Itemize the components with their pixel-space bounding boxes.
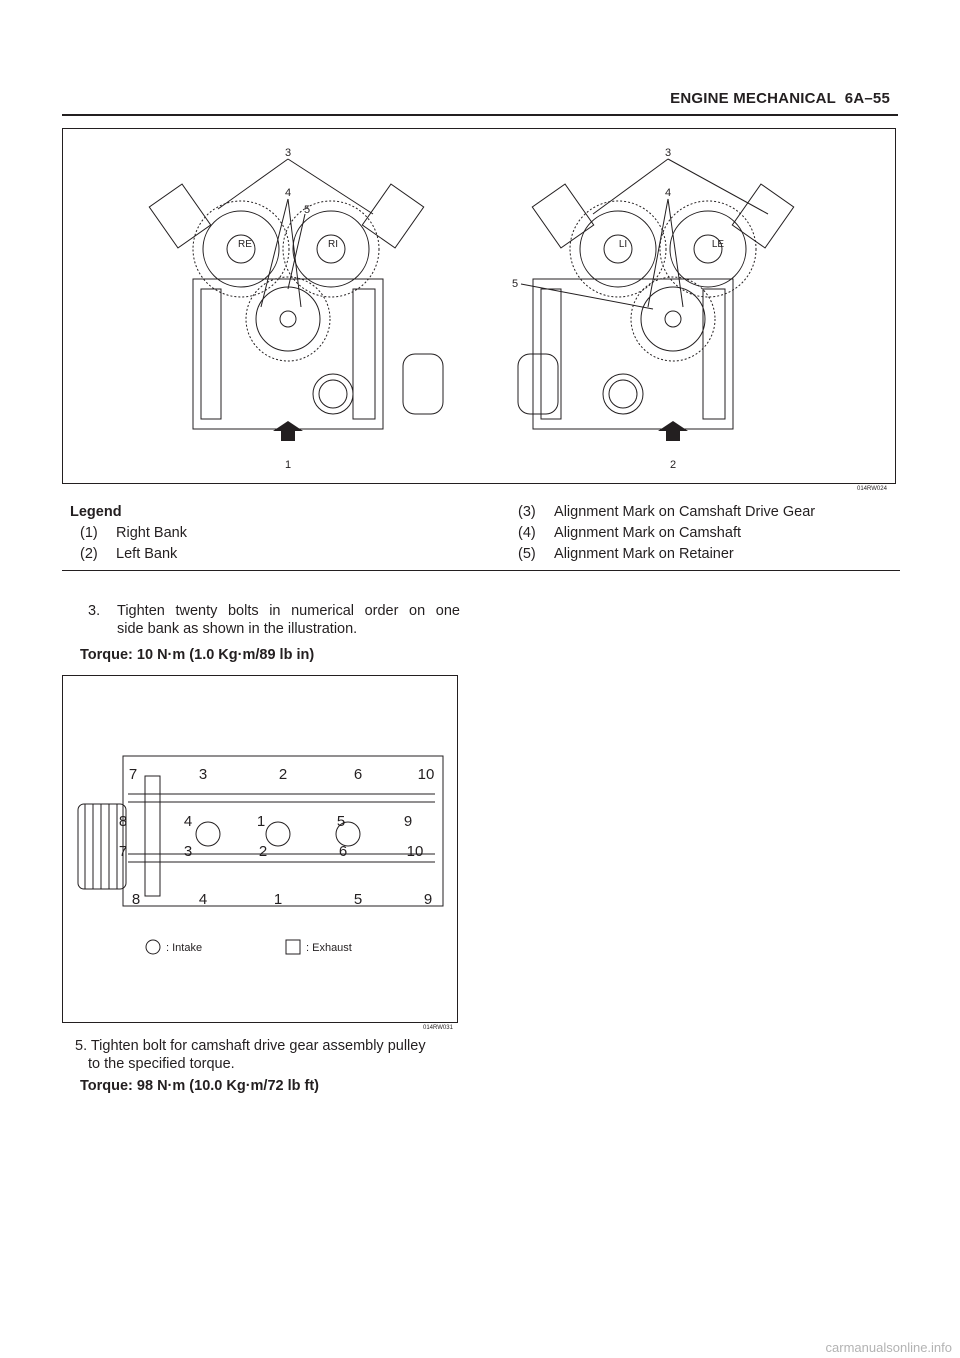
right-bank-drawing [149,159,443,429]
bolt-number: 3 [183,843,193,860]
bolt-number: 10 [406,843,424,860]
step-5-line1: 5. Tighten bolt for camshaft drive gear assembly pulley [75,1038,426,1054]
right-bank-arrow [273,421,303,441]
exhaust-label: : Exhaust [306,942,352,954]
watermark: carmanualsonline.info [825,1340,952,1355]
exhaust-symbol [286,940,300,954]
gear-mark-re: RE [238,239,252,250]
legend-item: (1) Right Bank [80,525,187,541]
page-header [670,90,890,107]
callout-1: 1 [284,459,292,471]
gear-mark-le: LE [711,239,725,250]
bolt-number: 1 [273,891,283,908]
bolt-number: 9 [423,891,433,908]
header-rule [62,114,898,116]
legend-rule [62,570,900,571]
bolt-number: 10 [417,766,435,783]
callout-4-left: 4 [664,187,672,199]
legend-left [70,502,187,565]
bolt-number: 1 [256,813,266,830]
callout-3-left: 3 [664,147,672,159]
legend-item: (3) Alignment Mark on Camshaft Drive Gear [518,504,816,520]
bolt-order-figure [62,675,458,1023]
gear-mark-li: LI [618,239,628,250]
bolt-number: 4 [198,891,208,908]
bolt-number: 8 [131,891,141,908]
legend-item: (4) Alignment Mark on Camshaft [518,525,741,541]
step-3-line1: Tighten twenty bolts in numerical order on one [117,603,460,619]
gear-mark-ri: RI [328,239,338,250]
camshaft-alignment-figure [62,128,896,484]
section-title: ENGINE MECHANICAL [670,90,837,107]
intake-label: : Intake [166,942,203,954]
bolt-number: 3 [198,766,208,783]
bolt-number: 7 [128,766,138,783]
callout-5-left: 5 [511,278,519,290]
step-5-torque: Torque: 98 N·m (10.0 Kg·m/72 lb ft) [80,1078,320,1094]
bolt-number: 2 [258,843,268,860]
callout-3-right: 3 [284,147,292,159]
bolt-number: 8 [118,813,128,830]
page-number: 6A–55 [844,90,890,107]
callout-2: 2 [669,459,677,471]
bolt-number: 2 [278,766,288,783]
bolt-order-illustration [63,676,457,1022]
legend-heading: Legend [70,504,122,520]
bolt-number: 6 [353,766,363,783]
figure2-code: 014RW031 [423,1025,453,1031]
step-3-line2: side bank as shown in the illustration. [117,621,358,637]
legend-item: (5) Alignment Mark on Retainer [518,546,734,562]
left-bank-arrow [658,421,688,441]
legend-right [518,502,815,565]
left-bank-drawing [518,159,794,429]
bolt-number: 5 [353,891,363,908]
bolt-number: 4 [183,813,193,830]
bolt-number: 6 [338,843,348,860]
step-3-torque: Torque: 10 N·m (1.0 Kg·m/89 lb in) [80,647,315,663]
callout-5-right: 5 [303,204,311,216]
alignment-illustration [63,129,895,483]
step-3-number: 3. [88,603,101,619]
bolt-number: 7 [118,843,128,860]
legend-item: (2) Left Bank [80,546,178,562]
callout-4-right: 4 [284,187,292,199]
bolt-number: 9 [403,813,413,830]
bolt-number: 5 [336,813,346,830]
figure1-code: 014RW024 [857,486,887,492]
step-5-line2: to the specified torque. [88,1056,235,1072]
intake-symbol [146,940,160,954]
